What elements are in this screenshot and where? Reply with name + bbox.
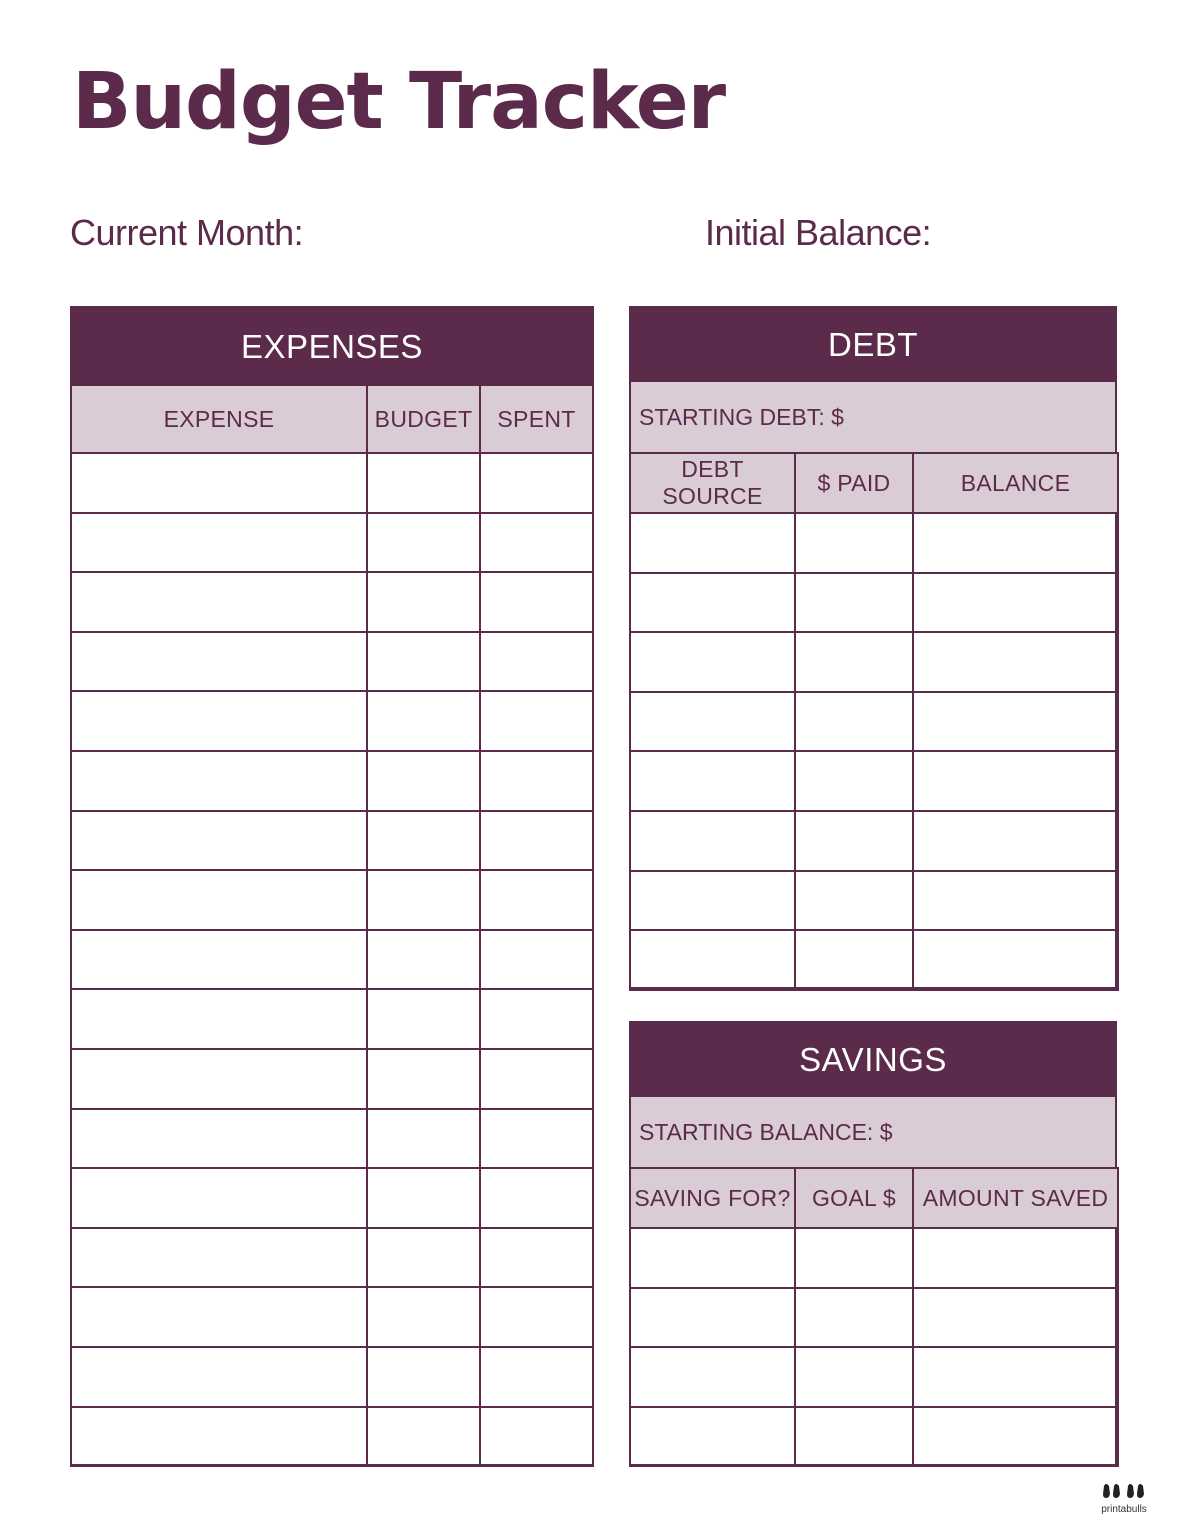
debt-cell[interactable]: [913, 811, 1118, 871]
savings-row: [630, 1228, 1118, 1288]
expenses-cell[interactable]: [367, 870, 480, 930]
savings-table: [629, 1167, 1119, 1467]
savings-cell[interactable]: [913, 1347, 1118, 1407]
savings-cell[interactable]: [795, 1347, 913, 1407]
debt-cell[interactable]: [795, 930, 913, 990]
expenses-cell[interactable]: [367, 1049, 480, 1109]
debt-cell[interactable]: [913, 751, 1118, 811]
savings-col-saving-for: SAVING FOR?: [630, 1168, 795, 1228]
expenses-row: [71, 1287, 593, 1347]
expenses-row: [71, 1168, 593, 1228]
savings-heading: SAVINGS: [631, 1023, 1115, 1097]
expenses-cell[interactable]: [480, 1407, 593, 1467]
debt-table: [629, 452, 1119, 991]
debt-cell[interactable]: [630, 930, 795, 990]
expenses-col-expense: EXPENSE: [71, 385, 367, 453]
expenses-cell[interactable]: [367, 989, 480, 1049]
expenses-row: [71, 513, 593, 573]
debt-row: [630, 632, 1118, 692]
bull-logo-icon: [1102, 1482, 1146, 1500]
debt-cell[interactable]: [630, 573, 795, 633]
savings-row: [630, 1347, 1118, 1407]
expenses-cell[interactable]: [480, 1049, 593, 1109]
debt-row: [630, 573, 1118, 633]
expenses-cell[interactable]: [480, 691, 593, 751]
expenses-row: [71, 930, 593, 990]
debt-col-source: DEBT SOURCE: [630, 453, 795, 513]
page-title: Budget Tracker: [72, 57, 726, 147]
expenses-cell[interactable]: [71, 1109, 367, 1169]
expenses-col-budget: BUDGET: [367, 385, 480, 453]
brand-name: printabulls: [1101, 1504, 1147, 1515]
expenses-cell[interactable]: [71, 1168, 367, 1228]
expenses-cell[interactable]: [71, 1287, 367, 1347]
initial-balance-label: Initial Balance:: [705, 212, 932, 253]
debt-cell[interactable]: [630, 871, 795, 931]
starting-debt-field[interactable]: STARTING DEBT: $: [631, 382, 1115, 454]
debt-cell[interactable]: [913, 692, 1118, 752]
debt-cell[interactable]: [795, 513, 913, 573]
savings-cell[interactable]: [630, 1347, 795, 1407]
expenses-cell[interactable]: [71, 453, 367, 513]
expenses-cell[interactable]: [71, 870, 367, 930]
expenses-cell[interactable]: [480, 751, 593, 811]
expenses-cell[interactable]: [367, 1287, 480, 1347]
expenses-col-spent: SPENT: [480, 385, 593, 453]
debt-row: [630, 871, 1118, 931]
expenses-cell[interactable]: [480, 811, 593, 871]
debt-cell[interactable]: [913, 632, 1118, 692]
expenses-cell[interactable]: [367, 1407, 480, 1467]
debt-cell[interactable]: [630, 632, 795, 692]
expenses-cell[interactable]: [367, 1228, 480, 1288]
savings-cell[interactable]: [795, 1288, 913, 1348]
expenses-cell[interactable]: [480, 989, 593, 1049]
debt-cell[interactable]: [913, 871, 1118, 931]
debt-heading: DEBT: [631, 308, 1115, 382]
debt-row: [630, 513, 1118, 573]
debt-col-balance: BALANCE: [913, 453, 1118, 513]
savings-row: [630, 1407, 1118, 1467]
debt-row: [630, 751, 1118, 811]
expenses-cell[interactable]: [367, 632, 480, 692]
expenses-row: [71, 1347, 593, 1407]
expenses-cell[interactable]: [480, 1347, 593, 1407]
expenses-cell[interactable]: [71, 1049, 367, 1109]
expenses-row: [71, 1049, 593, 1109]
expenses-header-row: [71, 385, 593, 453]
expenses-cell[interactable]: [367, 1109, 480, 1169]
savings-header-row: [630, 1168, 1118, 1228]
expenses-row: [71, 1407, 593, 1467]
savings-cell[interactable]: [913, 1228, 1118, 1288]
expenses-heading: EXPENSES: [72, 308, 592, 386]
expenses-cell[interactable]: [71, 572, 367, 632]
expenses-cell[interactable]: [480, 1168, 593, 1228]
current-month-label: Current Month:: [70, 212, 304, 253]
debt-rows: [630, 513, 1118, 990]
savings-cell[interactable]: [913, 1288, 1118, 1348]
debt-row: [630, 930, 1118, 990]
debt-cell[interactable]: [795, 692, 913, 752]
debt-row: [630, 692, 1118, 752]
savings-row: [630, 1288, 1118, 1348]
debt-row: [630, 811, 1118, 871]
expenses-cell[interactable]: [71, 930, 367, 990]
debt-cell[interactable]: [630, 811, 795, 871]
debt-cell[interactable]: [795, 811, 913, 871]
debt-cell[interactable]: [913, 930, 1118, 990]
debt-panel: [629, 306, 1117, 989]
savings-col-goal: GOAL $: [795, 1168, 913, 1228]
expenses-row: [71, 1228, 593, 1288]
expenses-cell[interactable]: [480, 1109, 593, 1169]
savings-rows: [630, 1228, 1118, 1466]
expenses-cell[interactable]: [367, 751, 480, 811]
expenses-row: [71, 691, 593, 751]
expenses-row: [71, 870, 593, 930]
expenses-row: [71, 1109, 593, 1169]
expenses-cell[interactable]: [71, 811, 367, 871]
expenses-cell[interactable]: [71, 691, 367, 751]
debt-cell[interactable]: [795, 632, 913, 692]
expenses-table: [70, 384, 594, 1467]
starting-balance-field[interactable]: STARTING BALANCE: $: [631, 1097, 1115, 1169]
expenses-panel: [70, 306, 594, 1466]
debt-cell[interactable]: [913, 573, 1118, 633]
expenses-cell[interactable]: [367, 513, 480, 573]
debt-cell[interactable]: [913, 513, 1118, 573]
savings-cell[interactable]: [795, 1228, 913, 1288]
debt-header-row: [630, 453, 1118, 513]
debt-cell[interactable]: [795, 751, 913, 811]
expenses-cell[interactable]: [71, 1347, 367, 1407]
expenses-row: [71, 453, 593, 513]
expenses-cell[interactable]: [480, 572, 593, 632]
debt-cell[interactable]: [630, 692, 795, 752]
expenses-cell[interactable]: [367, 691, 480, 751]
expenses-cell[interactable]: [367, 572, 480, 632]
expenses-cell[interactable]: [367, 811, 480, 871]
debt-col-paid: $ PAID: [795, 453, 913, 513]
expenses-cell[interactable]: [71, 989, 367, 1049]
expenses-cell[interactable]: [71, 751, 367, 811]
expenses-cell[interactable]: [71, 1407, 367, 1467]
savings-cell[interactable]: [630, 1288, 795, 1348]
expenses-rows: [71, 453, 593, 1466]
expenses-cell[interactable]: [367, 453, 480, 513]
brand-logo: [1093, 1482, 1155, 1516]
expenses-cell[interactable]: [367, 1347, 480, 1407]
savings-panel: [629, 1021, 1117, 1466]
expenses-cell[interactable]: [71, 1228, 367, 1288]
expenses-row: [71, 989, 593, 1049]
expenses-cell[interactable]: [480, 1228, 593, 1288]
debt-cell[interactable]: [630, 751, 795, 811]
savings-cell[interactable]: [913, 1407, 1118, 1467]
savings-cell[interactable]: [630, 1407, 795, 1467]
savings-cell[interactable]: [630, 1228, 795, 1288]
expenses-cell[interactable]: [71, 632, 367, 692]
expenses-cell[interactable]: [480, 1287, 593, 1347]
expenses-row: [71, 572, 593, 632]
debt-cell[interactable]: [795, 871, 913, 931]
expenses-cell[interactable]: [480, 870, 593, 930]
expenses-cell[interactable]: [367, 930, 480, 990]
savings-col-amount-saved: AMOUNT SAVED: [913, 1168, 1118, 1228]
expenses-cell[interactable]: [480, 513, 593, 573]
expenses-cell[interactable]: [71, 513, 367, 573]
expenses-row: [71, 632, 593, 692]
expenses-cell[interactable]: [480, 930, 593, 990]
expenses-row: [71, 751, 593, 811]
savings-cell[interactable]: [795, 1407, 913, 1467]
expenses-cell[interactable]: [480, 453, 593, 513]
expenses-cell[interactable]: [367, 1168, 480, 1228]
debt-cell[interactable]: [630, 513, 795, 573]
expenses-cell[interactable]: [480, 632, 593, 692]
debt-cell[interactable]: [795, 573, 913, 633]
expenses-row: [71, 811, 593, 871]
